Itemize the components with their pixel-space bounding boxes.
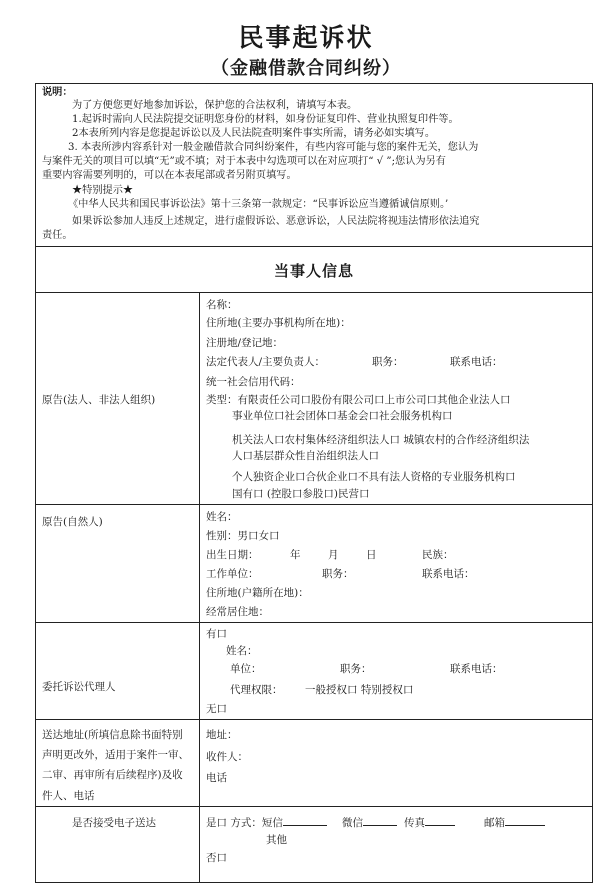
org-type-options[interactable]: 事业单位口社会团体口基金会口社会服务机构口 (232, 410, 453, 422)
electronic-yes-text: 是口 方式：短信 (206, 817, 283, 829)
electronic-wechat[interactable] (342, 814, 397, 830)
electronic-service-label: 是否接受电子送达 (72, 817, 156, 829)
agent-phone-field[interactable]: 联系电话： (450, 663, 503, 675)
fax-text: 传真 (404, 817, 425, 829)
agent-authority-options[interactable]: 一般授权口 特别授权口 (305, 684, 414, 696)
electronic-no-checkbox[interactable]: 否口 (206, 852, 227, 864)
org-position-field[interactable]: 职务： (372, 356, 404, 368)
org-type-options[interactable]: 类型：有限责任公司口股份有限公司口上市公司口其他企业法人口 (206, 394, 511, 406)
org-type-options[interactable]: 人口基层群众性自治组织法人口 (232, 450, 379, 462)
agent-label: 委托诉讼代理人 (42, 681, 116, 693)
electronic-other[interactable]: 其他 (266, 834, 287, 846)
agent-name-field[interactable]: 姓名： (226, 645, 258, 657)
note-line: 2本表所列内容是您提起诉讼以及人民法院查明案件事实所需，请务必如实填写。 (72, 128, 436, 139)
service-address-field[interactable]: 地址： (206, 729, 238, 741)
org-type-options[interactable]: 个人独资企业口合伙企业口不具有法人资格的专业服务机构口 (232, 471, 516, 483)
birth-month-label: 月 (328, 549, 339, 561)
org-credit-code-field[interactable]: 统一社会信用代码： (206, 376, 301, 388)
person-name-field[interactable]: 姓名： (206, 511, 238, 523)
agent-authority-label: 代理权限： (230, 684, 283, 696)
birth-day-label: 日 (366, 549, 377, 561)
column-divider (199, 292, 200, 883)
birth-year-label: 年 (290, 549, 301, 561)
electronic-yes-sms[interactable] (206, 814, 327, 830)
person-employer-field[interactable]: 工作单位： (206, 568, 259, 580)
note-line: 与案件无关的项目可以填“无”或不填；对于本表中勾选项可以在对应项打“ √ ”;您认为另有 (42, 156, 446, 167)
page-subtitle: （金融借款合同纠纷） (211, 58, 401, 79)
note-line: 《中华人民共和国民事诉讼法》第十三条第一款规定：“民事诉讼应当遵循诚信原则。’ (68, 199, 449, 210)
fax-blank[interactable] (425, 814, 455, 826)
note-line: 为了方便您更好地参加诉讼，保护您的合法权利，请填写本表。 (72, 100, 358, 111)
notes-label: 说明： (42, 86, 73, 98)
org-legal-rep-field[interactable]: 法定代表人/主要负责人： (206, 356, 326, 368)
person-domicile-field[interactable]: 住所地(户籍所在地)： (206, 587, 309, 599)
agent-unit-field[interactable]: 单位： (230, 663, 262, 675)
divider (35, 622, 593, 623)
note-line: 如果诉讼参加人违反上述规定，进行虚假诉讼、恶意诉讼，人民法院将视违法情形依法追究 (72, 216, 480, 227)
divider (35, 246, 593, 247)
email-text: 邮箱 (484, 817, 505, 829)
electronic-email[interactable] (484, 814, 545, 830)
note-line: 重要内容需要列明的，可以在本表尾部或者另附页填写。 (42, 170, 297, 181)
org-type-options[interactable]: 机关法人口农村集体经济组织法人口 城镇农村的合作经济组织法 (232, 434, 530, 446)
special-notice-heading: ★特别提示★ (72, 185, 134, 196)
org-address-field[interactable]: 住所地(主要办事机构所在地)： (206, 317, 351, 329)
person-birth-field[interactable]: 出生日期： (206, 549, 259, 561)
sms-blank[interactable] (283, 814, 327, 826)
org-phone-field[interactable]: 联系电话： (450, 356, 503, 368)
divider (35, 504, 593, 505)
service-label-line: 声明更改外，适用于案件一审、 (42, 749, 189, 761)
wechat-text: 微信 (342, 817, 363, 829)
divider (35, 719, 593, 720)
email-blank[interactable] (505, 814, 545, 826)
service-label-line: 二审、再审所有后续程序)及收 (42, 769, 183, 781)
service-recipient-field[interactable]: 收件人： (206, 751, 248, 763)
divider (35, 292, 593, 293)
person-gender-field[interactable]: 性别：男口女口 (206, 530, 280, 542)
agent-position-field[interactable]: 职务： (340, 663, 372, 675)
plaintiff-person-label: 原告(自然人) (42, 516, 103, 528)
section-title: 当事人信息 (273, 262, 354, 280)
person-ethnicity-field[interactable]: 民族： (422, 549, 454, 561)
wechat-blank[interactable] (363, 814, 397, 826)
electronic-fax[interactable] (404, 814, 455, 830)
plaintiff-org-label: 原告(法人、非法人组织) (42, 394, 156, 406)
service-label-line: 件人、电话 (42, 790, 95, 802)
note-line: 1.起诉时需向人民法院提交证明您身份的材料，如身份证复印件、营业执照复印件等。 (72, 114, 459, 125)
page-title: 民事起诉状 (238, 23, 374, 52)
org-name-field[interactable]: 名称： (206, 299, 238, 311)
person-phone-field[interactable]: 联系电话： (422, 568, 475, 580)
org-type-options[interactable]: 国有口 (控股口参股口)民营口 (232, 488, 370, 500)
note-line: 责任。 (42, 230, 73, 241)
note-line: 3. 本表所涉内容系针对一般金融借款合同纠纷案件，有些内容可能与您的案件无关，您认为 (68, 142, 479, 153)
person-residence-field[interactable]: 经常居住地： (206, 606, 269, 618)
person-position-field[interactable]: 职务： (322, 568, 354, 580)
agent-has-checkbox[interactable]: 有口 (206, 628, 227, 640)
service-label-line: 送达地址(所填信息除书面特别 (42, 729, 183, 741)
agent-none-checkbox[interactable]: 无口 (206, 703, 227, 715)
divider (35, 806, 593, 807)
org-registration-field[interactable]: 注册地/登记地： (206, 337, 284, 349)
service-phone-field[interactable]: 电话 (206, 772, 227, 784)
